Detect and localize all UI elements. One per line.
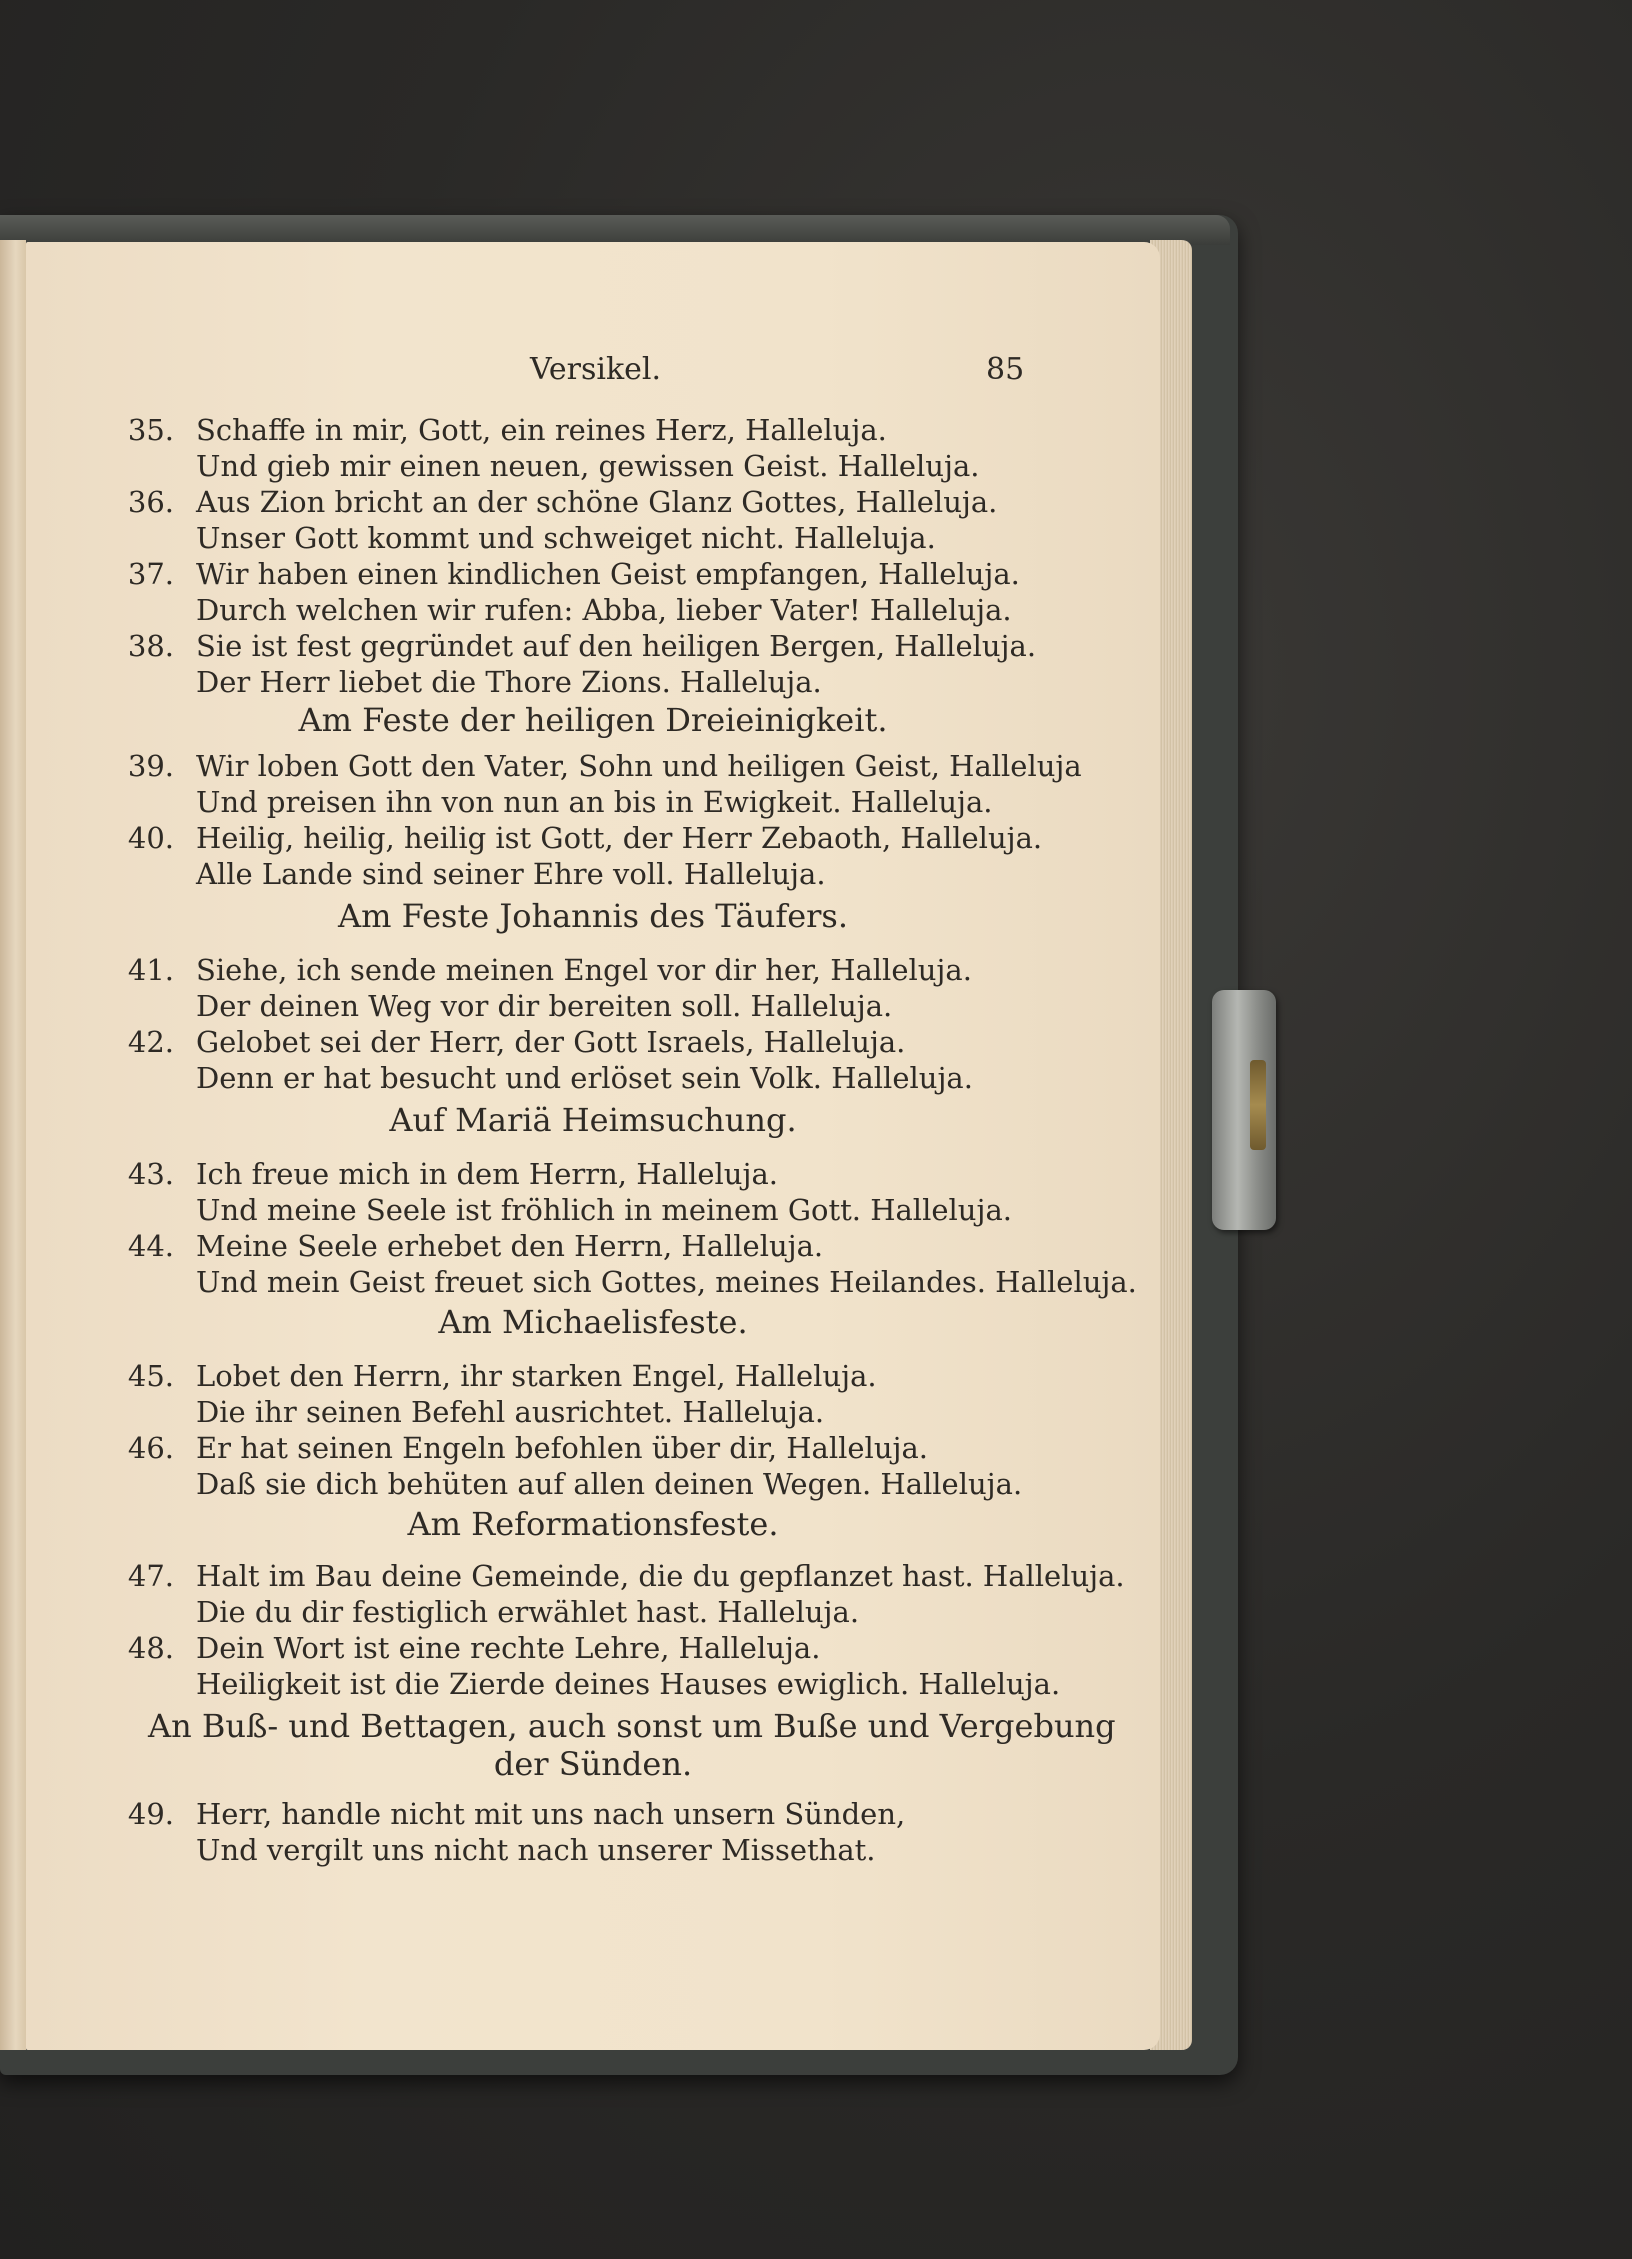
verse-line: Herr, handle nicht mit uns nach unsern Sünden,: [196, 1797, 906, 1831]
verse-line: Meine Seele erhebet den Herrn, Halleluja.: [196, 1229, 824, 1263]
verse-line: Heiligkeit ist die Zierde deines Hauses ewiglich. Halleluja.: [196, 1667, 1061, 1701]
verse-line: Alle Lande sind seiner Ehre voll. Halleluja.: [196, 857, 826, 891]
verse-number: 49.: [127, 1797, 174, 1831]
verse-line: Gelobet sei der Herr, der Gott Israels, Halleluja.: [196, 1025, 906, 1059]
verse-line: Daß sie dich behüten auf allen deinen Wegen. Halleluja.: [196, 1467, 1023, 1501]
verse-line: Ich freue mich in dem Herrn, Halleluja.: [196, 1157, 778, 1191]
verse-line: Und mein Geist freuet sich Gottes, meines Heilandes. Halleluja.: [196, 1265, 1137, 1299]
verse-number: 42.: [127, 1025, 174, 1059]
verse-line: Halt im Bau deine Gemeinde, die du gepflanzet hast. Halleluja.: [196, 1559, 1125, 1593]
section-heading-john: Am Feste Johannis des Täufers.: [337, 897, 849, 935]
verse-number: 37.: [127, 557, 174, 591]
verse-number: 48.: [127, 1631, 174, 1665]
book-cover-top-edge: [0, 215, 1230, 245]
verse-number: 44.: [127, 1229, 174, 1263]
verse-line: Sie ist fest gegründet auf den heiligen Bergen, Halleluja.: [196, 629, 1037, 663]
verse-line: Der Herr liebet die Thore Zions. Halleluja.: [196, 665, 822, 699]
section-heading-trinity: Am Feste der heiligen Dreieinigkeit.: [298, 701, 888, 739]
running-head: Versikel.: [530, 352, 662, 387]
verse-line: Wir loben Gott den Vater, Sohn und heiligen Geist, Halleluja: [196, 749, 1082, 783]
verse-number: 43.: [127, 1157, 174, 1191]
verse-line: Siehe, ich sende meinen Engel vor dir her, Halleluja.: [196, 953, 972, 987]
verse-number: 35.: [127, 413, 174, 447]
verse-line: Wir haben einen kindlichen Geist empfangen, Halleluja.: [196, 557, 1020, 591]
verse-line: Durch welchen wir rufen: Abba, lieber Vater! Halleluja.: [196, 593, 1012, 627]
left-page-edge: [0, 240, 26, 2050]
verse-number: 41.: [127, 953, 174, 987]
verse-line: Aus Zion bricht an der schöne Glanz Gottes, Halleluja.: [196, 485, 998, 519]
verse-line: Lobet den Herrn, ihr starken Engel, Halleluja.: [196, 1359, 877, 1393]
verse-line: Und meine Seele ist fröhlich in meinem Gott. Halleluja.: [196, 1193, 1012, 1227]
verse-line: Und preisen ihn von nun an bis in Ewigkeit. Halleluja.: [196, 785, 993, 819]
verse-number: 47.: [127, 1559, 174, 1593]
section-heading-visitation: Auf Mariä Heimsuchung.: [389, 1101, 797, 1139]
page-number: 85: [986, 352, 1025, 387]
verse-number: 40.: [127, 821, 174, 855]
section-heading-penance-continued: der Sünden.: [493, 1745, 693, 1783]
section-heading-reformation: Am Reformationsfeste.: [407, 1505, 779, 1543]
verse-line: Und gieb mir einen neuen, gewissen Geist. Halleluja.: [196, 449, 980, 483]
verse-line: Unser Gott kommt und schweiget nicht. Halleluja.: [196, 521, 936, 555]
verse-line: Er hat seinen Engeln befohlen über dir, Halleluja.: [196, 1431, 928, 1465]
verse-line: Denn er hat besucht und erlöset sein Volk. Halleluja.: [196, 1061, 973, 1095]
verse-line: Die du dir festiglich erwählet hast. Halleluja.: [196, 1595, 860, 1629]
clasp-slot: [1250, 1060, 1266, 1150]
book-clasp: [1212, 990, 1276, 1230]
verse-number: 46.: [127, 1431, 174, 1465]
verse-number: 39.: [127, 749, 174, 783]
section-heading-michael: Am Michaelisfeste.: [438, 1303, 748, 1341]
verse-line: Die ihr seinen Befehl ausrichtet. Halleluja.: [196, 1395, 825, 1429]
verse-line: Schaffe in mir, Gott, ein reines Herz, Halleluja.: [196, 413, 887, 447]
section-heading-penance: An Buß- und Bettagen, auch sonst um Buße und Vergebung: [148, 1707, 1116, 1745]
verse-number: 36.: [127, 485, 174, 519]
verse-line: Der deinen Weg vor dir bereiten soll. Halleluja.: [196, 989, 893, 1023]
verse-line: Heilig, heilig, heilig ist Gott, der Herr Zebaoth, Halleluja.: [196, 821, 1043, 855]
verse-number: 45.: [127, 1359, 174, 1393]
verse-line: Und vergilt uns nicht nach unserer Missethat.: [196, 1833, 876, 1867]
verse-number: 38.: [127, 629, 174, 663]
verse-line: Dein Wort ist eine rechte Lehre, Halleluja.: [196, 1631, 821, 1665]
